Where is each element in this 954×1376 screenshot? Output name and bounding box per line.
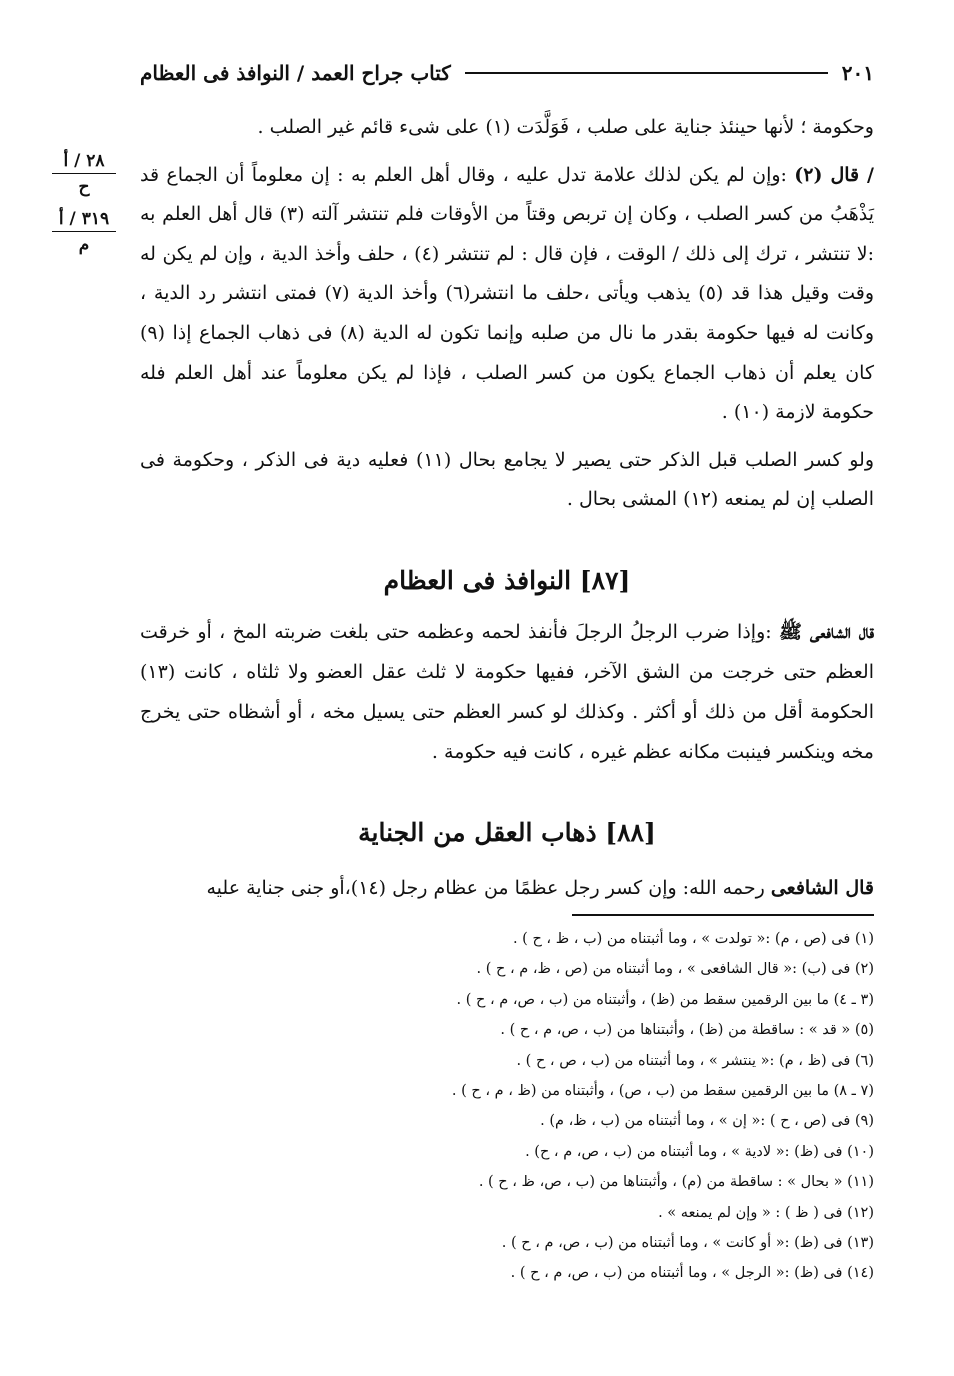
manuscript-margin-refs: [52, 150, 116, 266]
margin-ref-folio: ٣١٩ / أ: [52, 208, 116, 232]
footnote: (٣ ـ ٤) ما بين الرقمين سقط من (ظ) ، وأثبتناه من (ب ، ص، م ، ح ) .: [456, 991, 874, 1008]
footnote: (١٢) فى ( ظ ) : « وإن لم يمنعه » .: [658, 1204, 874, 1221]
paragraph-spine-before-organ: ولو كسر الصلب قبل الذكر حتى يصير لا يجامع بحال (١١) فعليه دية فى الذكر ، وحكومة فى الصلب إن لم يمنعه (١٢) المشى بحال .: [140, 448, 875, 511]
paragraph-spine-injury: [140, 156, 874, 433]
speaker-label: قال الشافعى ﷺ: [779, 621, 874, 643]
header-rule: [465, 72, 828, 74]
footnote: (١) فى (ص ، م) :« تولدت » ، وما أثبتناه من (ب ، ظ ، ح ) .: [512, 931, 874, 947]
footnotes: [140, 924, 874, 1289]
footnote-separator: [572, 914, 874, 916]
main-text: [140, 108, 874, 520]
footnote: (١٤) فى (ظ) :« الرجل » ، وما أثبتناه من (ب ، ص، م ، ح ) .: [510, 1265, 874, 1282]
section-87-text: [140, 612, 874, 772]
footnote: (١٣) فى (ظ) :« أو كانت » ، وما أثبتناه من (ب ، ص، م ، ح ) .: [501, 1235, 874, 1252]
footnote: (١٠) فى (ظ) :« لادية » ، وما أثبتناه من (ب ، ص، م ، ح) .: [525, 1143, 874, 1160]
margin-ref-manuscript: ح: [78, 177, 90, 197]
footnote: (٧ ـ ٨) ما بين الرقمين سقط من (ب ، ص) ، وأثبتناه من (ظ ، م ، ح ) .: [451, 1083, 874, 1100]
speaker-label: قال الشافعى: [770, 877, 874, 899]
paragraph-text: :وإذا ضرب الرجلُ الرجلَ فأنفذ لحمه وعظمه حتى بلغت ضربته المخ ، أو خرقت العظم حتى خرجت من الشق الآخر، ففيها حكومة لا ثلث عقل العضو ولا ثلثاه ، كانت (١٣) الحكومة أقل من ذلك أو أكثر . وكذلك لو كسر العظم حتى يسيل مخه ، أو أشظاه حتى يخرج مخه وينكسر فينبت مكانه عظم غيره ، كانت فيه حكومة .: [140, 621, 874, 763]
footnote: (٩) فى (ص ، ح ) :« إن » ، وما أثبتناه من (ب ، ظ، م) .: [540, 1113, 874, 1130]
running-title: كتاب جراح العمد / النوافذ فى العظام: [140, 61, 451, 85]
footnote: (١١) « بحال » : ساقطة من (م) ، وأثبتناها من (ب ، ص، ظ ، ح ) .: [478, 1174, 874, 1191]
section-heading-87: [٨٧] النوافذ فى العظام: [383, 566, 631, 595]
paragraph-penetrating-wounds: [140, 612, 874, 772]
footnote: (٥) « قد » : ساقطة من (ظ) ، وأثبتناها من (ب ، ص، م ، ح ) .: [500, 1022, 874, 1039]
paragraph-text: رحمه الله: وإن كسر رجل عظمًا من عظام رجل (١٤)،أو جنى جناية عليه: [206, 877, 771, 899]
footnote: (٢) فى (ب) :« قال الشافعى » ، وما أثبتناه من (ص ، ظ، م ، ح ) .: [476, 961, 874, 978]
section-88-text: [140, 868, 874, 908]
paragraph-loss-of-reason: [140, 868, 874, 908]
paragraph-continuation: وحكومة ؛ لأنها حينئذ جناية على صلب ، فَوَلَّدَت (١) على شىء قائم غير الصلب .: [257, 116, 874, 138]
margin-ref-folio: ٢٨ / أ: [52, 150, 116, 174]
paragraph-text: :وإن لم يكن لذلك علامة تدل عليه ، وقال أهل العلم به : إن معلوماً أن الجماع قد يَذْهَبُ من كسر الصلب ، وكان إن تربص وقتاً من الأوقات فلم تنتشر آلته (٣) قال أهل العلم به :لا تنتشر ، ترك إلى ذلك / الوقت ، فإن قال : لم تنتشر (٤) ، حلف وأخذ الدية ، وإن لم يكن له وقت وقيل هذا قد (٥) يذهب ويأتى ،حلف ما انتشر(٦) وأخذ الدية (٧) فمتى انتشر رد الدية ، وكانت له فيها حكومة بقدر ما نال من صلبه وإنما تكون له الدية (٨) فى ذهاب الجماع إذا (٩) كان يعلم أن ذهاب الجماع يكون من كسر الصلب ، فإذا لم يكن معلوماً عند أهل العلم فله حكومة لازمة (١٠) .: [140, 163, 875, 424]
running-header: [140, 56, 874, 90]
margin-ref-manuscript: م: [78, 235, 90, 255]
footnote: (٦) فى (ظ ، م) :« ينتشر » ، وما أثبتناه من (ب ، ص ، ح ) .: [516, 1052, 874, 1069]
speaker-label: / قال (٢): [794, 163, 874, 186]
page-number: ٢٠١: [841, 61, 874, 85]
section-heading-88: [٨٨] ذهاب العقل من الجناية: [358, 818, 656, 847]
